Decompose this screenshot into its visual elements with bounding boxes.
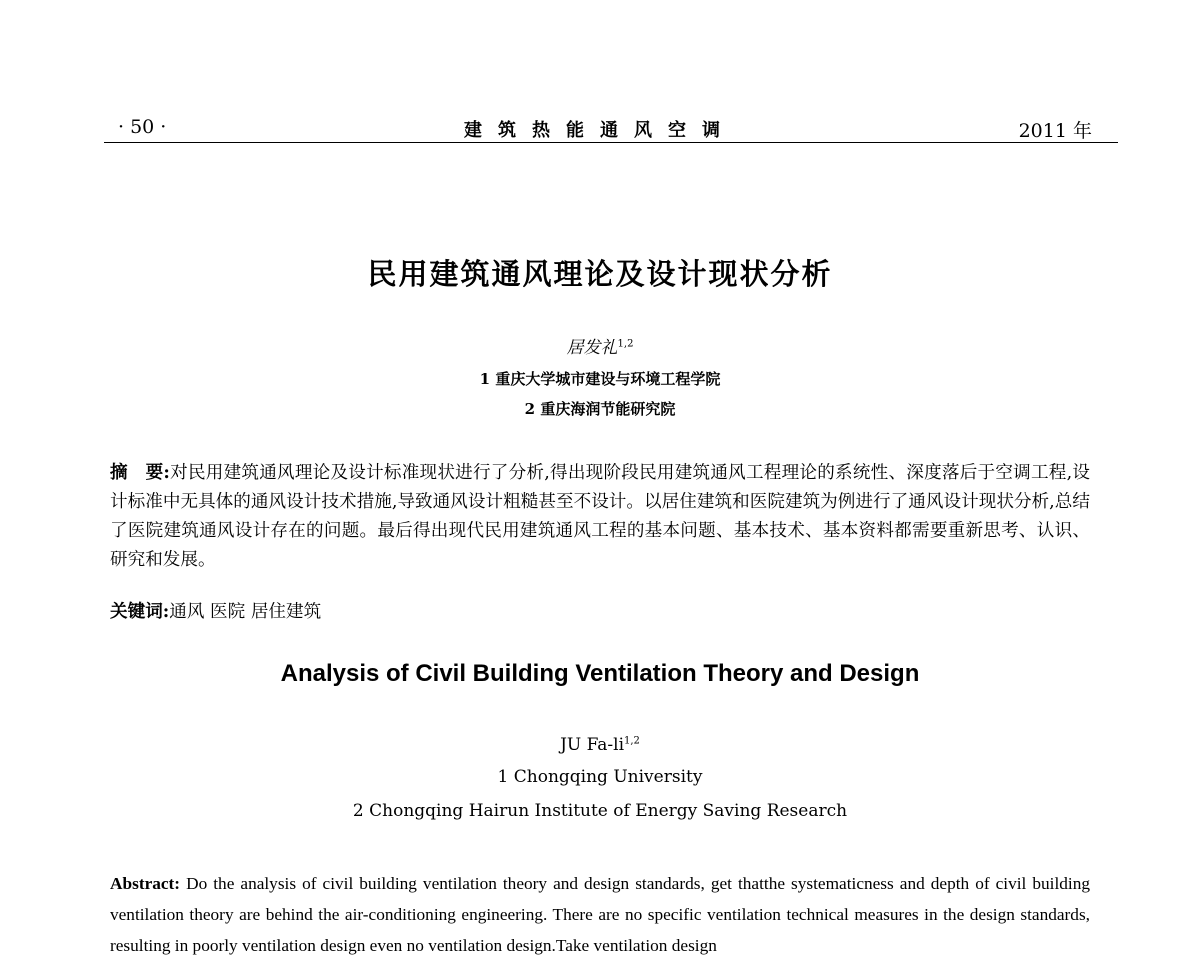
header-rule: [104, 142, 1118, 143]
paper-title-chinese: 民用建筑通风理论及设计现状分析: [367, 257, 833, 291]
author-english: [0, 735, 1200, 755]
issue-year: 2011 年: [1018, 120, 1092, 142]
paper-title-english: Analysis of Civil Building Ventilation Theory and Design: [280, 660, 920, 687]
page-number: · 50 ·: [118, 116, 167, 138]
affiliation-english-1: 1 Chongqing University: [497, 767, 703, 787]
author-affiliation-marker: 1,2: [617, 338, 634, 350]
abstract-text: 对民用建筑通风理论及设计标准现状进行了分析,得出现阶段民用建筑通风工程理论的系统性、深度落后于空调工程,设计标准中无具体的通风设计技术措施,导致通风设计粗糙甚至不设计。以居住建筑和医院建筑为例进行了通风设计现状分析,总结了医院建筑通风设计存在的问题。最后得出现代民用建筑通风工程的基本问题、基本技术、基本资料都需要重新思考、认识、研究和发展。: [110, 463, 1090, 570]
author-affiliation-marker: 1,2: [624, 735, 640, 747]
abstract-text: Do the analysis of civil building ventilation theory and design standards, get thatthe systematicness and depth of civil building ventilation theory are behind the air-conditioning engineering. There are no specific ventilation technical measures in the design standards, resulting in poorly ventilation design even no ventilation design.Take ventilation design: [110, 874, 1090, 955]
abstract-label: Abstract:: [110, 874, 181, 893]
author-name: JU Fa-li: [560, 735, 625, 755]
journal-name: 建筑热能通风空调: [464, 120, 736, 141]
keywords-chinese: [110, 598, 321, 623]
keywords-text: 通风 医院 居住建筑: [169, 602, 322, 622]
author-name: 居发礼: [566, 338, 618, 358]
abstract-label: 摘 要:: [110, 462, 170, 483]
affiliation-chinese-1: 1 重庆大学城市建设与环境工程学院: [479, 370, 721, 388]
affiliation-chinese-2: 2 重庆海润节能研究院: [524, 400, 676, 418]
keywords-label: 关键词:: [110, 601, 170, 622]
abstract-chinese: [110, 458, 1090, 575]
abstract-english: [110, 868, 1090, 961]
author-chinese: [0, 333, 1200, 358]
affiliation-english-2: 2 Chongqing Hairun Institute of Energy Saving Research: [352, 801, 848, 821]
